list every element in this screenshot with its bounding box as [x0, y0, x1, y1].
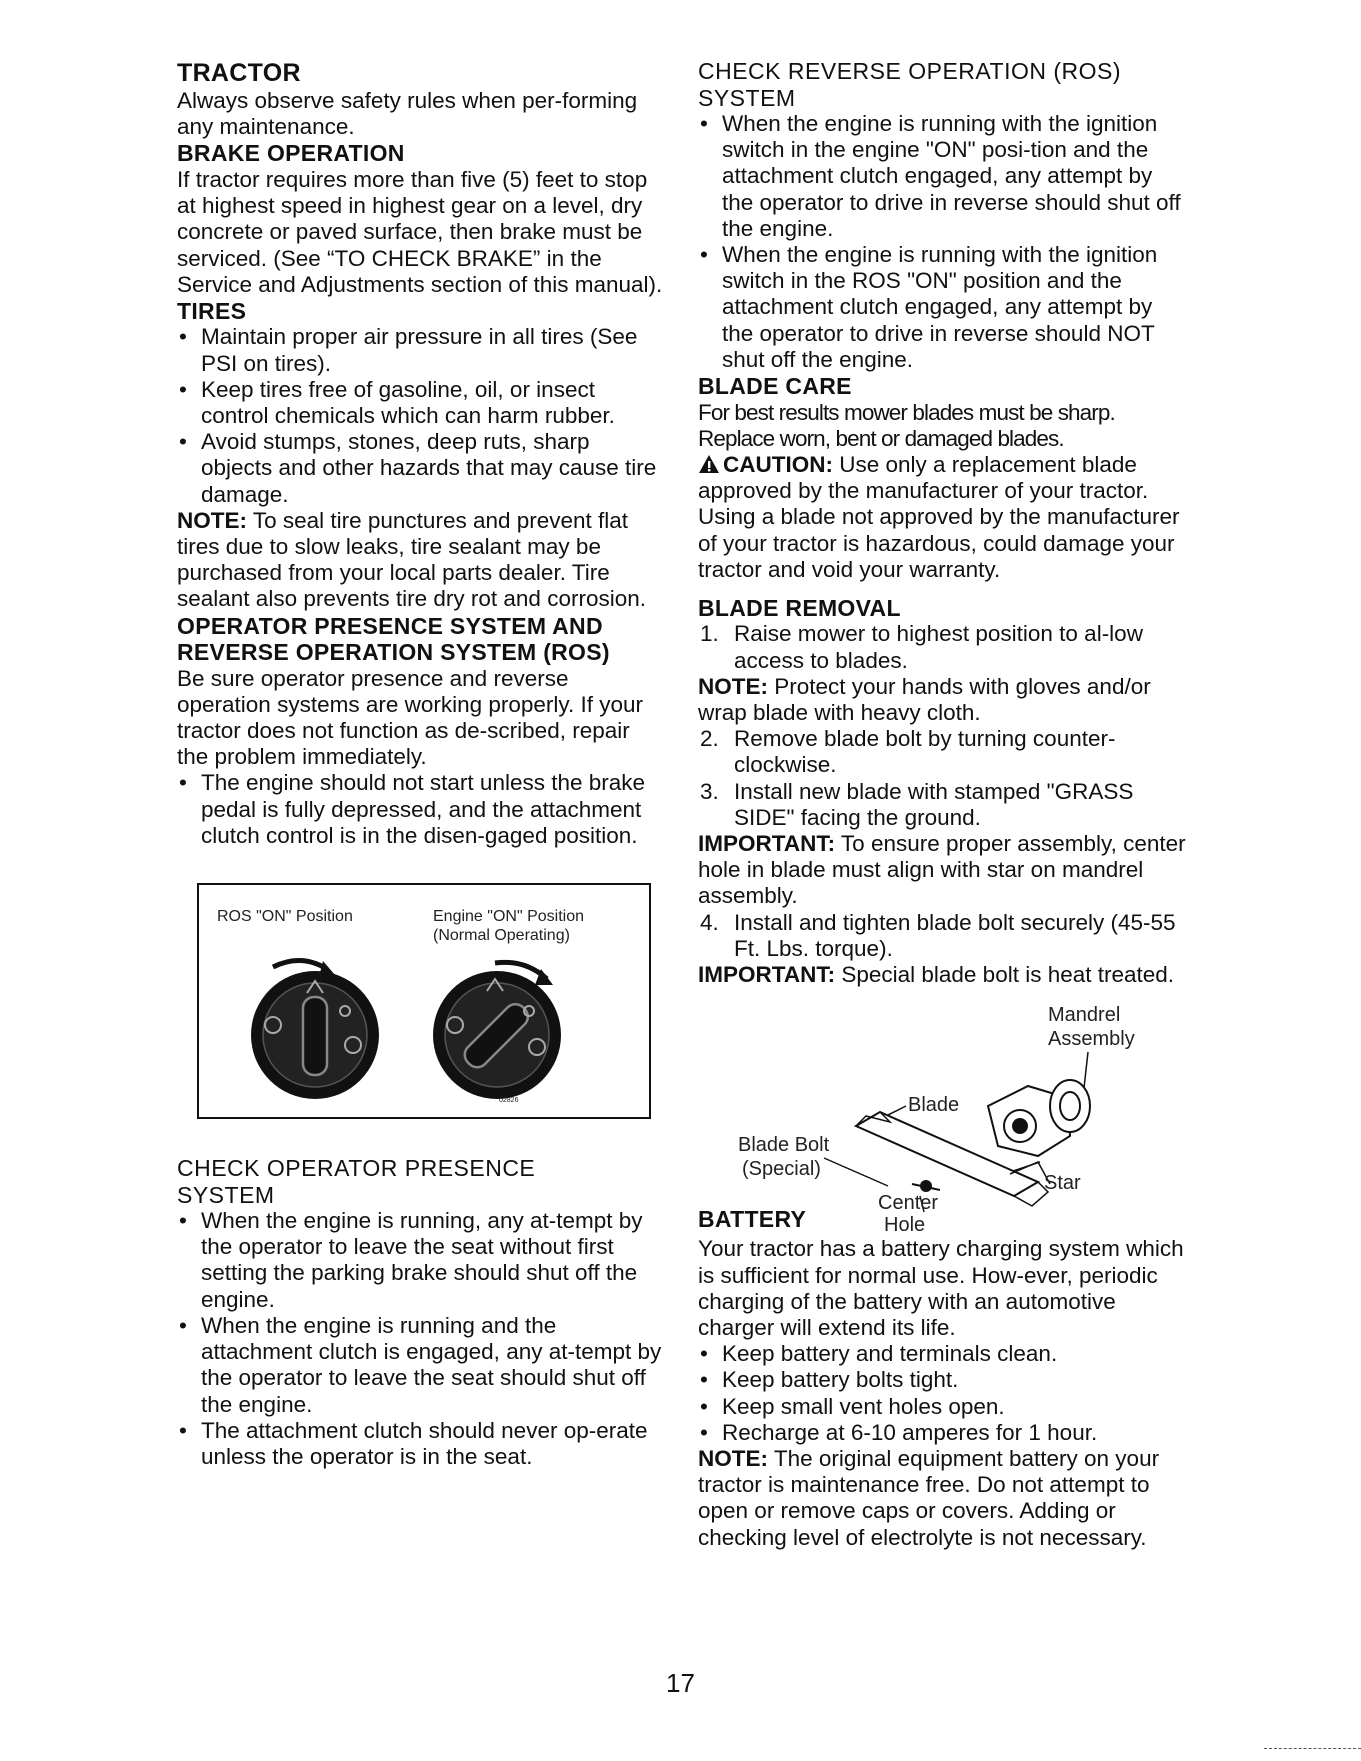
- brake-heading: BRAKE OPERATION: [177, 140, 405, 167]
- brake-text: If tractor requires more than five (5) feet to stop at highest speed in highest gear on a level, dry concrete or paved surface, then brake must be serviced. (See “TO CHECK BRAKE” in the Service and Adjustments section of this manual).: [177, 166, 663, 297]
- list-item: [698, 726, 1188, 778]
- list-item: [698, 621, 1188, 673]
- list-item: • When the engine is running and the attachment clutch is engaged, any at-tempt by the operator to leave the seat should shut off the engine.: [177, 1313, 667, 1418]
- blade-note: [698, 674, 1188, 726]
- blade-label: Blade: [908, 1094, 960, 1117]
- blade-bolt-label: Blade Bolt: [738, 1134, 830, 1157]
- list-item: • Avoid stumps, stones, deep ruts, sharp objects and other hazards that may cause tire damage.: [177, 429, 667, 508]
- check-operator-heading-cont: SYSTEM: [177, 1181, 275, 1208]
- important-label: IMPORTANT:: [698, 962, 836, 988]
- important-text: To ensure proper assembly, center hole in blade must align with star on mandrel assembly.: [698, 831, 1186, 909]
- tires-note: [177, 508, 667, 613]
- list-item: • The engine should not start unless the brake pedal is fully depressed, and the attachment clutch control is in the disen-gaged position.: [177, 770, 667, 849]
- check-operator-heading: CHECK OPERATOR PRESENCE: [177, 1155, 536, 1182]
- right-column: [698, 58, 1188, 1551]
- note-label: NOTE:: [698, 1445, 768, 1471]
- engine-on-caption: Engine "ON" Position: [433, 908, 584, 926]
- blade-care-text: For best results mower blades must be sharp. Replace worn, bent or damaged blades.: [698, 399, 1115, 451]
- list-item: • Keep battery and terminals clean.: [698, 1341, 1188, 1367]
- tires-heading: TIRES: [177, 297, 247, 324]
- star-label: Star: [1044, 1172, 1081, 1195]
- step-text: Raise mower to highest position to al-low access to blades.: [734, 621, 1143, 673]
- operator-presence-list: [177, 770, 667, 849]
- mandrel-label: Mandrel: [1048, 1004, 1121, 1027]
- mandrel-label-cont: Assembly: [1048, 1028, 1135, 1051]
- list-item: • Maintain proper air pressure in all tires (See PSI on tires).: [177, 324, 667, 376]
- step-number: 3.: [700, 778, 719, 804]
- caution-paragraph: [698, 452, 1188, 583]
- operator-presence-text: Be sure operator presence and reverse operation systems are working properly. If your tractor does not function as de-scribed, repair the problem immediately.: [177, 665, 644, 770]
- note-text: The original equipment battery on your tractor is maintenance free. Do not attempt to open or remove caps or covers. Adding or checking level of electrolyte is not necessary.: [698, 1445, 1160, 1550]
- battery-list: [698, 1341, 1188, 1446]
- step-number: 4.: [700, 909, 719, 935]
- step-text: Remove blade bolt by turning counter-clockwise.: [734, 726, 1116, 778]
- step-text: Install new blade with stamped "GRASS SIDE" facing the ground.: [734, 778, 1134, 830]
- caution-label: [698, 452, 833, 477]
- intro-text: Always observe safety rules when per-forming any maintenance.: [177, 88, 638, 140]
- blade-assembly-figure: [698, 986, 1188, 1236]
- figure-code: 02826: [499, 1097, 519, 1105]
- check-operator-list: [177, 1208, 667, 1470]
- check-ros-heading: CHECK REVERSE OPERATION (ROS): [698, 58, 1122, 84]
- blade-bolt-label-cont: (Special): [742, 1158, 821, 1181]
- ros-on-caption: ROS "ON" Position: [217, 908, 353, 926]
- list-item: • Keep battery bolts tight.: [698, 1367, 1188, 1393]
- center-hole-label-cont: Hole: [884, 1214, 926, 1237]
- page-number: 17: [666, 1668, 695, 1698]
- warning-triangle-icon: [698, 454, 720, 474]
- note-label: NOTE:: [698, 673, 768, 699]
- battery-text: Your tractor has a battery charging system which is sufficient for normal use. How-ever, periodic charging of the battery with an automotive charger will extend its life.: [698, 1236, 1184, 1340]
- operator-presence-heading: OPERATOR PRESENCE SYSTEM AND REVERSE OPERATION SYSTEM (ROS): [177, 612, 610, 666]
- center-hole-label: Center: [878, 1192, 939, 1215]
- bottom-divider: [1264, 1748, 1361, 1749]
- step-text: Install and tighten blade bolt securely (45-55 Ft. Lbs. torque).: [734, 909, 1176, 961]
- left-column: [177, 58, 667, 1470]
- blade-removal-steps-2: [698, 726, 1188, 831]
- ignition-switch-figure: [197, 883, 651, 1119]
- list-item: [698, 779, 1188, 831]
- list-item: • When the engine is running with the ignition switch in the ROS "ON" position and the attachment clutch engaged, any attempt by the operator to drive in reverse should NOT shut off the engine.: [698, 242, 1188, 373]
- tires-list: [177, 324, 667, 507]
- step-number: 1.: [700, 621, 719, 647]
- list-item: • Keep tires free of gasoline, oil, or insect control chemicals which can harm rubber.: [177, 377, 667, 429]
- important-label: IMPORTANT:: [698, 831, 836, 857]
- important-text: Special blade bolt is heat treated.: [835, 962, 1175, 988]
- normal-operating-caption: (Normal Operating): [433, 927, 570, 945]
- page-heading: TRACTOR: [177, 59, 301, 87]
- check-ros-heading-cont: SYSTEM: [698, 84, 796, 111]
- check-ros-list: [698, 111, 1188, 373]
- list-item: • Keep small vent holes open.: [698, 1394, 1188, 1420]
- battery-note: [698, 1446, 1188, 1551]
- list-item: • When the engine is running with the ignition switch in the engine "ON" posi-tion and the attachment clutch engaged, any attempt by the operator to drive in reverse should shut off the engine.: [698, 111, 1188, 242]
- important-paragraph-2: [698, 962, 1188, 988]
- list-item: • When the engine is running, any at-tempt by the operator to leave the seat without first setting the parking brake should shut off the engine.: [177, 1208, 667, 1313]
- important-paragraph: [698, 831, 1188, 910]
- blade-care-heading: BLADE CARE: [698, 373, 852, 400]
- caution-text: Use only a replacement blade approved by the manufacturer of your tractor. Using a blade not approved by the manufacturer of your tractor is hazardous, could damage your tractor and void your warranty.: [698, 451, 1180, 582]
- note-text: To seal tire punctures and prevent flat tires due to slow leaks, tire sealant may be purchased from your local parts dealer. Tire sealant also prevents tire dry rot and corrosion.: [177, 507, 646, 612]
- caution-label-text: CAUTION:: [723, 451, 833, 477]
- blade-removal-steps: [698, 621, 1188, 673]
- list-item: • The attachment clutch should never op-erate unless the operator is in the seat.: [177, 1418, 667, 1470]
- note-label: NOTE:: [177, 507, 247, 533]
- list-item: • Recharge at 6-10 amperes for 1 hour.: [698, 1420, 1188, 1446]
- ros-on-dial-icon: [243, 953, 393, 1103]
- blade-removal-heading: BLADE REMOVAL: [698, 594, 901, 621]
- step-number: 2.: [700, 726, 719, 752]
- battery-heading: BATTERY: [698, 1206, 807, 1233]
- blade-removal-steps-3: [698, 910, 1188, 962]
- list-item: [698, 910, 1188, 962]
- engine-on-dial-icon: [425, 953, 575, 1103]
- note-text: Protect your hands with gloves and/or wrap blade with heavy cloth.: [698, 673, 1151, 726]
